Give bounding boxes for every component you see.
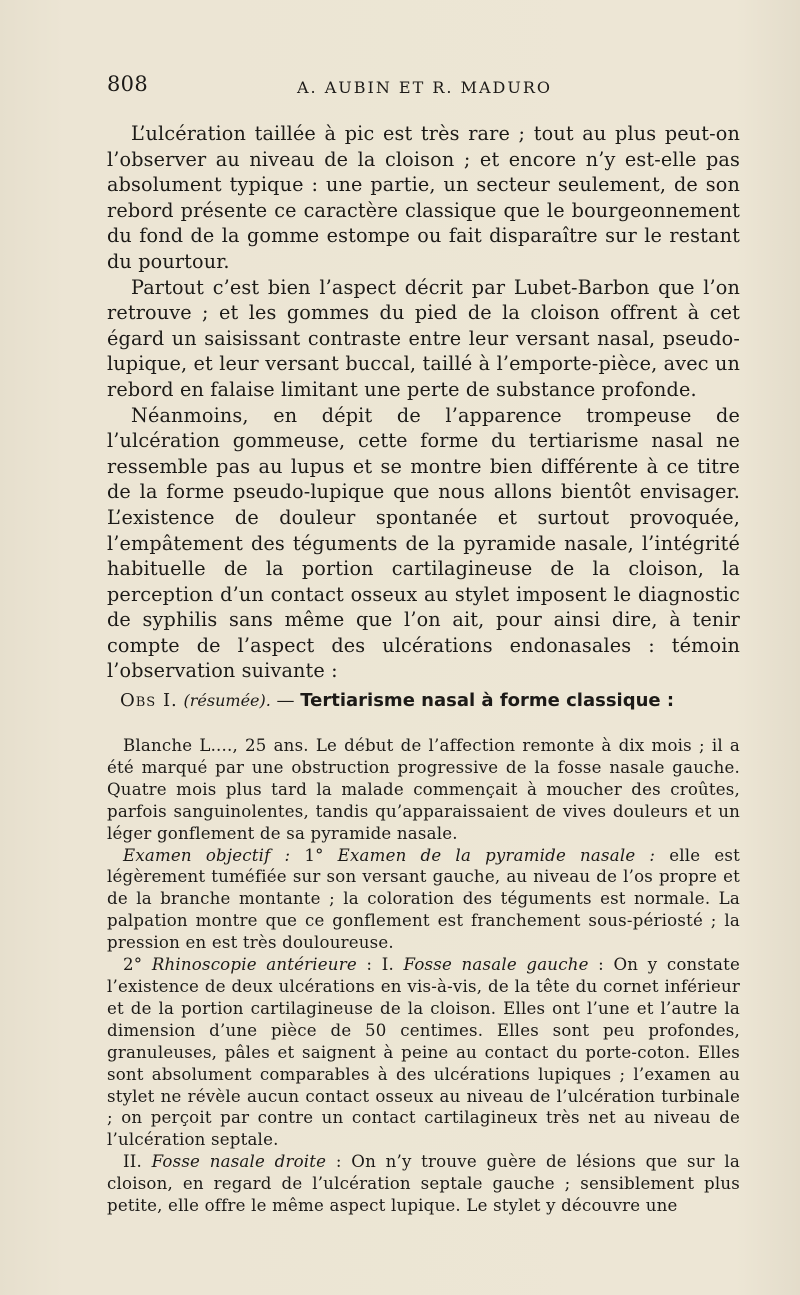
right-fossa-text: : On n’y trouve guère de lésions que sur la cloison, en regard de l’ulcération septale gauche ; sensiblement plus petite, elle offre le même aspect lupique. Le stylet y découvre une bbox=[107, 1152, 740, 1216]
right-fossa-title: Fosse nasale droite bbox=[151, 1152, 327, 1172]
rhino-sep: : I. bbox=[356, 955, 404, 975]
page-header bbox=[107, 72, 743, 102]
observation-title: Tertiarisme nasal à forme classique : bbox=[300, 690, 675, 711]
main-text bbox=[107, 121, 740, 684]
left-fossa-text: : On y constate l’existence de deux ulcérations en vis-à-vis, de la tête du cornet inférieur et de la portion cartilagineuse de la cloison. Elles ont l’une et l’autre la dimension d’une pièce de 50 centimes. Elles sont peu profondes, granuleuses, pâles et saignent à peine au contact du porte-coton. Elles sont absolument comparables à des ulcérations lupiques ; l’examen au stylet ne révèle aucun contact osseux au niveau de l’ulcération turbinale ; on perçoit par contre un contact cartilagineux très net au niveau de l’ulcération septale. bbox=[107, 955, 741, 1150]
exam-pyramid: Examen de la pyramide nasale : bbox=[337, 845, 656, 865]
paragraph-2: Partout c’est bien l’aspect décrit par Lubet-Barbon que l’on retrouve ; et les gommes du pied de la cloison offrent à cet égard un saisissant contraste entre leur versant nasal, pseudo-lupique, et leur versant buccal, taillé à l’emporte-pièce, avec un rebord en falaise limitant une perte de substance profonde. bbox=[107, 275, 740, 401]
observation-subtitle: (résumée). bbox=[183, 691, 271, 710]
paragraph-1: L’ulcération taillée à pic est très rare ; tout au plus peut-on l’observer au niveau de la cloison ; et encore n’y est-elle pas absolument typique : une partie, un secteur seulement, de son rebord présente ce caractère classique que le bourgeonnement du fond de la gomme estompe ou fait disparaître sur le restant du pourtour. bbox=[107, 122, 740, 273]
observation-heading bbox=[120, 690, 740, 711]
running-head: A. AUBIN ET R. MADURO bbox=[297, 78, 552, 97]
exam-number: 1° bbox=[290, 845, 338, 865]
observation-paragraph-4 bbox=[107, 1151, 740, 1217]
observation-paragraph-1: Blanche L...., 25 ans. Le début de l’affection remonte à dix mois ; il a été marqué par une obstruction progressive de la fosse nasale gauche. Quatre mois plus tard la malade commençait à moucher des croûtes, parfois sanguinolentes, tandis qu’apparaissaient de vives douleurs et un léger gonflement de sa pyramide nasale. bbox=[107, 736, 740, 843]
right-fossa-number: II. bbox=[123, 1152, 152, 1172]
observation-dash: — bbox=[270, 690, 301, 711]
observation-paragraph-2 bbox=[107, 845, 740, 955]
exam-lead: Examen objectif : bbox=[123, 845, 291, 865]
observation-paragraph-3 bbox=[107, 954, 740, 1151]
observation-label: Obs I. bbox=[120, 690, 178, 711]
rhino-number: 2° bbox=[123, 955, 152, 975]
observation-text bbox=[107, 735, 740, 1217]
paragraph-3: Néanmoins, en dépit de l’apparence trompeuse de l’ulcération gommeuse, cette forme du tertiarisme nasal ne ressemble pas au lupus et se montre bien différente à ce titre de la forme pseudo-lupique que nous allons bientôt envisager. L’existence de douleur spontanée et surtout provoquée, l’empâtement des téguments de la pyramide nasale, l’intégrité habituelle de la portion cartilagineuse de la cloison, la perception d’un contact osseux au stylet imposent le diagnostic de syphilis sans même que l’on ait, pour ainsi dire, à tenir compte de l’aspect des ulcérations endonasales : témoin l’observation suivante : bbox=[107, 403, 740, 683]
page-number: 808 bbox=[107, 72, 148, 96]
left-fossa-title: Fosse nasale gauche bbox=[403, 955, 589, 975]
exam-pyramid-text: elle est légèrement tuméfiée sur son versant gauche, au niveau de l’os propre et de la branche montante ; la coloration des téguments est normale. La palpation montre que ce gonflement est franchement sous-périosté ; la pression en est très douloureuse. bbox=[107, 845, 740, 953]
rhino-title: Rhinoscopie antérieure bbox=[151, 955, 357, 975]
